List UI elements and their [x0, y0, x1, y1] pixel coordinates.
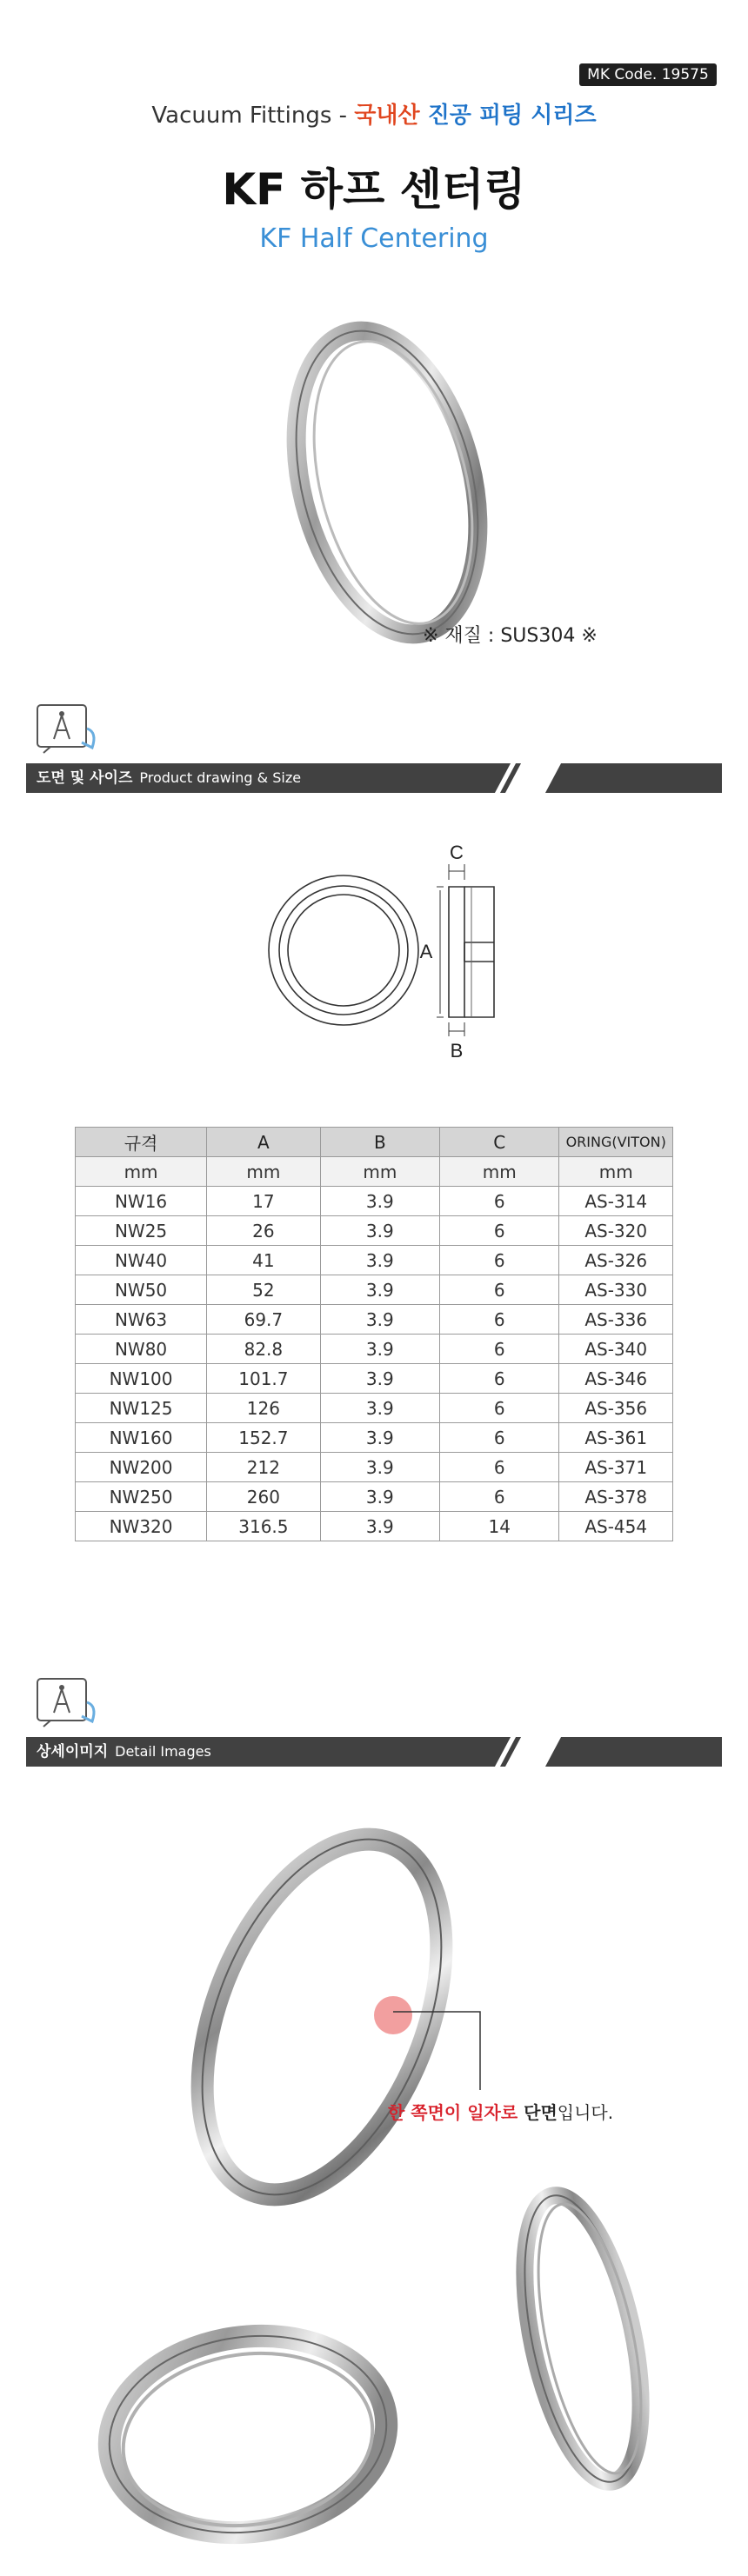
drawing-label-b: B — [450, 1040, 464, 1062]
hero-ring-photo — [261, 313, 513, 652]
detail-section-title-kr: 상세이미지 — [37, 1743, 109, 1761]
drawing-section-title-kr: 도면 및 사이즈 — [37, 769, 133, 787]
cell-oring: AS-326 — [559, 1246, 673, 1275]
col-header-a: A — [207, 1128, 321, 1157]
spec-table-body — [76, 1187, 673, 1541]
col-header-c: C — [440, 1128, 559, 1157]
callout-red-text: 한 쪽면이 일자로 — [388, 2102, 518, 2123]
cell-oring: AS-361 — [559, 1423, 673, 1453]
cell-c: 6 — [440, 1187, 559, 1216]
cell-b: 3.9 — [320, 1216, 439, 1246]
cell-c: 6 — [440, 1216, 559, 1246]
series-line — [0, 97, 748, 130]
table-row — [76, 1512, 673, 1541]
detail-section-title-en: Detail Images — [115, 1743, 211, 1760]
detail-compass-icon — [35, 1676, 99, 1728]
table-row — [76, 1305, 673, 1335]
unit-cell: mm — [76, 1157, 207, 1187]
cell-a: 126 — [207, 1394, 321, 1423]
callout-bold-text: 단면 — [518, 2102, 558, 2123]
cell-oring: AS-356 — [559, 1394, 673, 1423]
cell-a: 82.8 — [207, 1335, 321, 1364]
spec-header-row — [76, 1128, 673, 1157]
cell-b: 3.9 — [320, 1423, 439, 1453]
cell-c: 6 — [440, 1453, 559, 1482]
cell-oring: AS-346 — [559, 1364, 673, 1394]
cell-a: 69.7 — [207, 1305, 321, 1335]
cell-oring: AS-371 — [559, 1453, 673, 1482]
cell-b: 3.9 — [320, 1305, 439, 1335]
material-note: ※ 재질 : SUS304 ※ — [423, 625, 598, 647]
cell-a: 52 — [207, 1275, 321, 1305]
page-title: KF 하프 센터링 — [222, 164, 526, 215]
callout-text — [388, 2099, 613, 2124]
cell-b: 3.9 — [320, 1364, 439, 1394]
col-header-size: 규격 — [76, 1128, 207, 1157]
cell-size: NW250 — [76, 1482, 207, 1512]
detail-ring-photo-flat — [91, 2278, 404, 2565]
table-row — [76, 1394, 673, 1423]
cell-b: 3.9 — [320, 1453, 439, 1482]
mk-code-badge: MK Code. 19575 — [579, 63, 717, 86]
unit-cell: mm — [559, 1157, 673, 1187]
cell-c: 6 — [440, 1335, 559, 1364]
table-row — [76, 1453, 673, 1482]
table-row — [76, 1335, 673, 1364]
unit-cell: mm — [440, 1157, 559, 1187]
cell-c: 14 — [440, 1512, 559, 1541]
cell-a: 316.5 — [207, 1512, 321, 1541]
cell-a: 17 — [207, 1187, 321, 1216]
page-subtitle: KF Half Centering — [259, 223, 489, 254]
cell-size: NW63 — [76, 1305, 207, 1335]
table-row — [76, 1246, 673, 1275]
cell-b: 3.9 — [320, 1187, 439, 1216]
cell-size: NW80 — [76, 1335, 207, 1364]
callout-tail-text: 입니다. — [557, 2102, 614, 2123]
cell-c: 6 — [440, 1305, 559, 1335]
cell-c: 6 — [440, 1275, 559, 1305]
table-row — [76, 1364, 673, 1394]
cell-oring: AS-378 — [559, 1482, 673, 1512]
cell-a: 260 — [207, 1482, 321, 1512]
drawing-compass-icon — [35, 702, 99, 755]
cell-oring: AS-454 — [559, 1512, 673, 1541]
drawing-label-a: A — [419, 941, 433, 962]
cell-b: 3.9 — [320, 1394, 439, 1423]
detail-section-title — [37, 1737, 211, 1767]
table-row — [76, 1423, 673, 1453]
cell-c: 6 — [440, 1246, 559, 1275]
table-row — [76, 1275, 673, 1305]
cell-oring: AS-336 — [559, 1305, 673, 1335]
cell-size: NW16 — [76, 1187, 207, 1216]
callout-line — [391, 2000, 487, 2095]
drawing-section-title-en: Product drawing & Size — [139, 769, 302, 786]
series-name: 진공 피팅 시리즈 — [419, 103, 597, 129]
cell-b: 3.9 — [320, 1482, 439, 1512]
cell-size: NW160 — [76, 1423, 207, 1453]
cell-oring: AS-320 — [559, 1216, 673, 1246]
cell-size: NW50 — [76, 1275, 207, 1305]
cell-c: 6 — [440, 1394, 559, 1423]
cell-size: NW200 — [76, 1453, 207, 1482]
cell-size: NW125 — [76, 1394, 207, 1423]
detail-section-bar — [26, 1737, 722, 1767]
cell-a: 101.7 — [207, 1364, 321, 1394]
table-row — [76, 1216, 673, 1246]
drawing-section-title — [37, 763, 301, 793]
unit-cell: mm — [207, 1157, 321, 1187]
cell-a: 152.7 — [207, 1423, 321, 1453]
cell-c: 6 — [440, 1364, 559, 1394]
cell-a: 26 — [207, 1216, 321, 1246]
cell-a: 212 — [207, 1453, 321, 1482]
cell-size: NW25 — [76, 1216, 207, 1246]
cell-oring: AS-330 — [559, 1275, 673, 1305]
cell-oring: AS-340 — [559, 1335, 673, 1364]
table-row — [76, 1187, 673, 1216]
cell-size: NW320 — [76, 1512, 207, 1541]
drawing-section-bar — [26, 763, 722, 793]
cell-size: NW40 — [76, 1246, 207, 1275]
col-header-oring: ORING(VITON) — [559, 1128, 673, 1157]
cell-oring: AS-314 — [559, 1187, 673, 1216]
table-row — [76, 1482, 673, 1512]
cell-size: NW100 — [76, 1364, 207, 1394]
series-origin: 국내산 — [354, 103, 420, 129]
spec-units-row — [76, 1157, 673, 1187]
spec-table — [75, 1127, 673, 1541]
cell-b: 3.9 — [320, 1246, 439, 1275]
cell-a: 41 — [207, 1246, 321, 1275]
cell-b: 3.9 — [320, 1335, 439, 1364]
col-header-b: B — [320, 1128, 439, 1157]
cell-b: 3.9 — [320, 1275, 439, 1305]
cell-c: 6 — [440, 1482, 559, 1512]
cell-b: 3.9 — [320, 1512, 439, 1541]
series-prefix: Vacuum Fittings - — [151, 103, 355, 129]
cell-c: 6 — [440, 1423, 559, 1453]
detail-ring-photo-side — [496, 2173, 670, 2504]
drawing-label-c: C — [450, 842, 464, 863]
unit-cell: mm — [320, 1157, 439, 1187]
technical-drawing — [244, 809, 539, 1069]
